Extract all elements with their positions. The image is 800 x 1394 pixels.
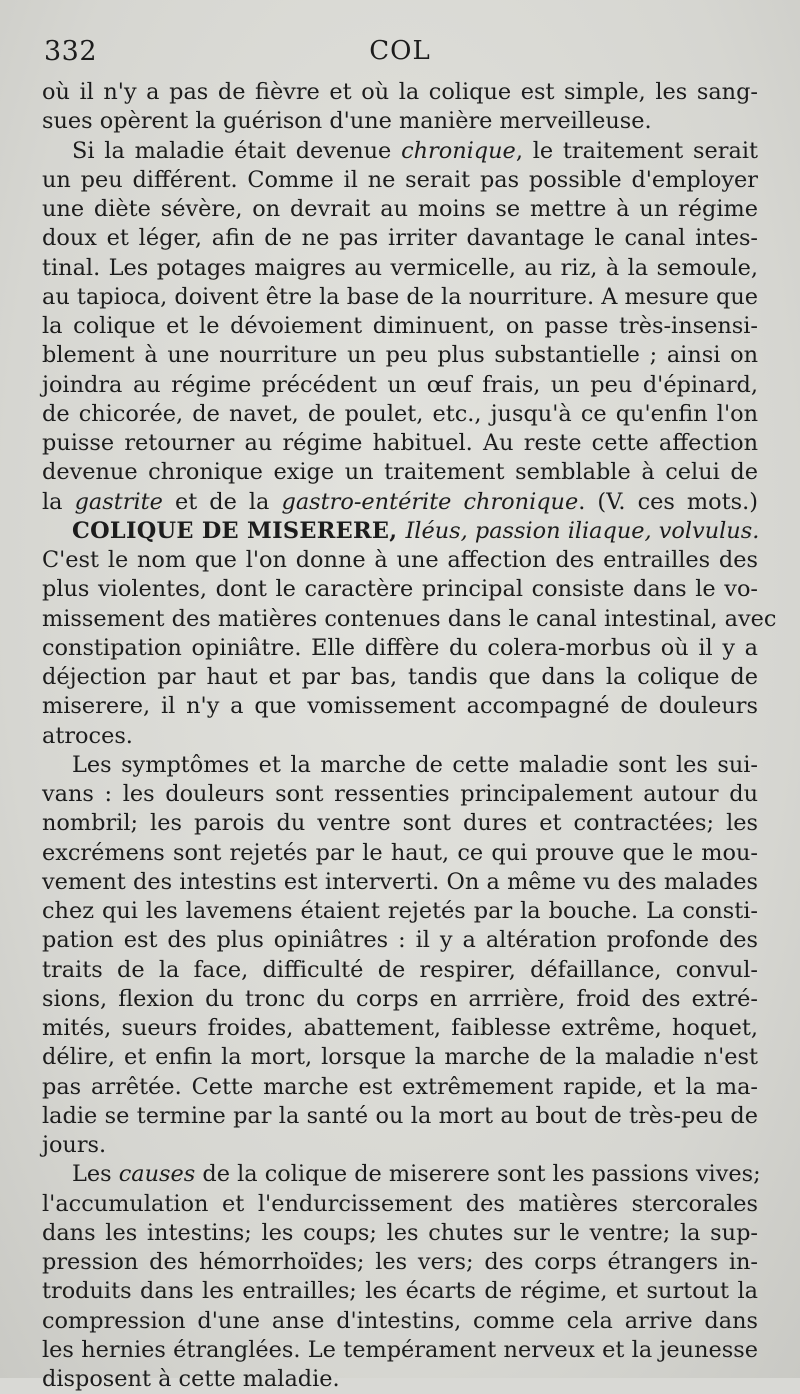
text-line: jours. [42, 1132, 107, 1158]
text-line: sues opèrent la guérison d'une manière merveilleuse. [42, 108, 652, 135]
text-line [42, 137, 758, 166]
text-line: une diète sévère, on devrait au moins se mettre à un régime [42, 196, 758, 222]
running-head: COL [369, 36, 431, 66]
text-line [42, 488, 758, 517]
text-line: missement des matières contenues dans le canal intestinal, avec [42, 605, 777, 632]
text-line: les hernies étranglées. Le tempérament nerveux et la jeunesse [42, 1336, 758, 1363]
text-line: vans : les douleurs sont ressenties principalement autour du [42, 781, 758, 807]
text-line: plus violentes, dont le caractère principal consiste dans le vo- [42, 576, 758, 603]
italic-text: causes [118, 1161, 196, 1188]
text-line: doux et léger, afin de ne pas irriter davantage le canal intes- [42, 225, 758, 252]
page-number: 332 [44, 36, 98, 67]
text-line: de chicorée, de navet, de poulet, etc., jusqu'à ce qu'enfin l'on [42, 400, 758, 427]
text-line: mités, sueurs froides, abattement, faiblesse extrême, hoquet, [42, 1015, 758, 1041]
text-line: compression d'une anse d'intestins, comme cela arrive dans [42, 1307, 758, 1334]
text-line: constipation opiniâtre. Elle diffère du colera-morbus où il y a [42, 634, 758, 661]
text-line: Les symptômes et la marche de cette maladie sont les sui- [72, 751, 758, 778]
text-line: nombril; les parois du ventre sont dures et contractées; les [42, 810, 758, 837]
text-line: pation est des plus opiniâtres : il y a altération profonde des [42, 927, 758, 954]
text-line: chez qui les lavemens étaient rejetés par la bouche. La consti- [42, 898, 758, 924]
italic-text: gastro-entérite chronique [281, 488, 579, 515]
text-line: tinal. Les potages maigres au vermicelle, au riz, à la semoule, [42, 254, 758, 281]
text-line: puisse retourner au régime habituel. Au reste cette affection [42, 430, 758, 456]
italic-text: gastrite [74, 488, 163, 515]
text-run: , le traitement serait [515, 137, 758, 164]
text-line: atroces. [42, 722, 133, 749]
text-run: Si la maladie était devenue [72, 137, 402, 164]
text-run: la [42, 488, 75, 515]
text-line [42, 517, 758, 546]
text-line: blement à une nourriture un peu plus substantielle ; ainsi on [42, 342, 758, 369]
text-run: . (V. ces mots.) [578, 488, 758, 515]
text-line: joindra au régime précédent un œuf frais, un peu d'épinard, [42, 371, 758, 398]
text-run: et de la [162, 488, 282, 515]
text-run: Les [72, 1161, 119, 1188]
text-line: devenue chronique exige un traitement semblable à celui de [42, 459, 758, 486]
text-line: traits de la face, difficulté de respirer, défaillance, convul- [42, 956, 758, 983]
text-line: la colique et le dévoiement diminuent, on passe très-insensi- [42, 313, 758, 339]
text-line: pas arrêtée. Cette marche est extrêmement rapide, et la ma- [42, 1073, 758, 1100]
page-header [44, 34, 756, 70]
text-line [42, 1160, 761, 1189]
text-line: un peu différent. Comme il ne serait pas possible d'employer [42, 166, 758, 193]
italic-text: chronique [401, 137, 516, 164]
text-line: délire, et enfin la mort, lorsque la marche de la maladie n'est [42, 1044, 758, 1071]
text-line: l'accumulation et l'endurcissement des matières stercorales [42, 1190, 758, 1217]
body-text [42, 78, 777, 1394]
text-line: ladie se termine par la santé ou la mort au bout de très-peu de [42, 1102, 758, 1129]
text-line: au tapioca, doivent être la base de la nourriture. A mesure que [42, 283, 758, 310]
text-line: dans les intestins; les coups; les chutes sur le ventre; la sup- [42, 1219, 758, 1246]
text-line: pression des hémorrhoïdes; les vers; des corps étrangers in- [42, 1249, 758, 1275]
text-line: C'est le nom que l'on donne à une affection des entrailles des [42, 547, 758, 573]
text-run: de la colique de miserere sont les passions vives; [195, 1161, 761, 1188]
text-line: disposent à cette maladie. [42, 1366, 340, 1392]
entry-headword: COLIQUE DE MISERERE, [72, 517, 406, 544]
text-line: miserere, il n'y a que vomissement accompagné de douleurs [42, 693, 758, 720]
text-line: sions, flexion du tronc du corps en arrrière, froid des extré- [42, 985, 758, 1012]
text-line: déjection par haut et par bas, tandis que dans la colique de [42, 664, 758, 690]
italic-text: Iléus, passion iliaque, volvulus. [405, 517, 760, 544]
text-line: vement des intestins est interverti. On a même vu des malades [42, 868, 758, 895]
text-line: troduits dans les entrailles; les écarts de régime, et surtout la [42, 1278, 758, 1305]
text-line: excrémens sont rejetés par le haut, ce qui prouve que le mou- [42, 839, 758, 866]
text-line: où il n'y a pas de fièvre et où la colique est simple, les sang- [42, 79, 758, 105]
